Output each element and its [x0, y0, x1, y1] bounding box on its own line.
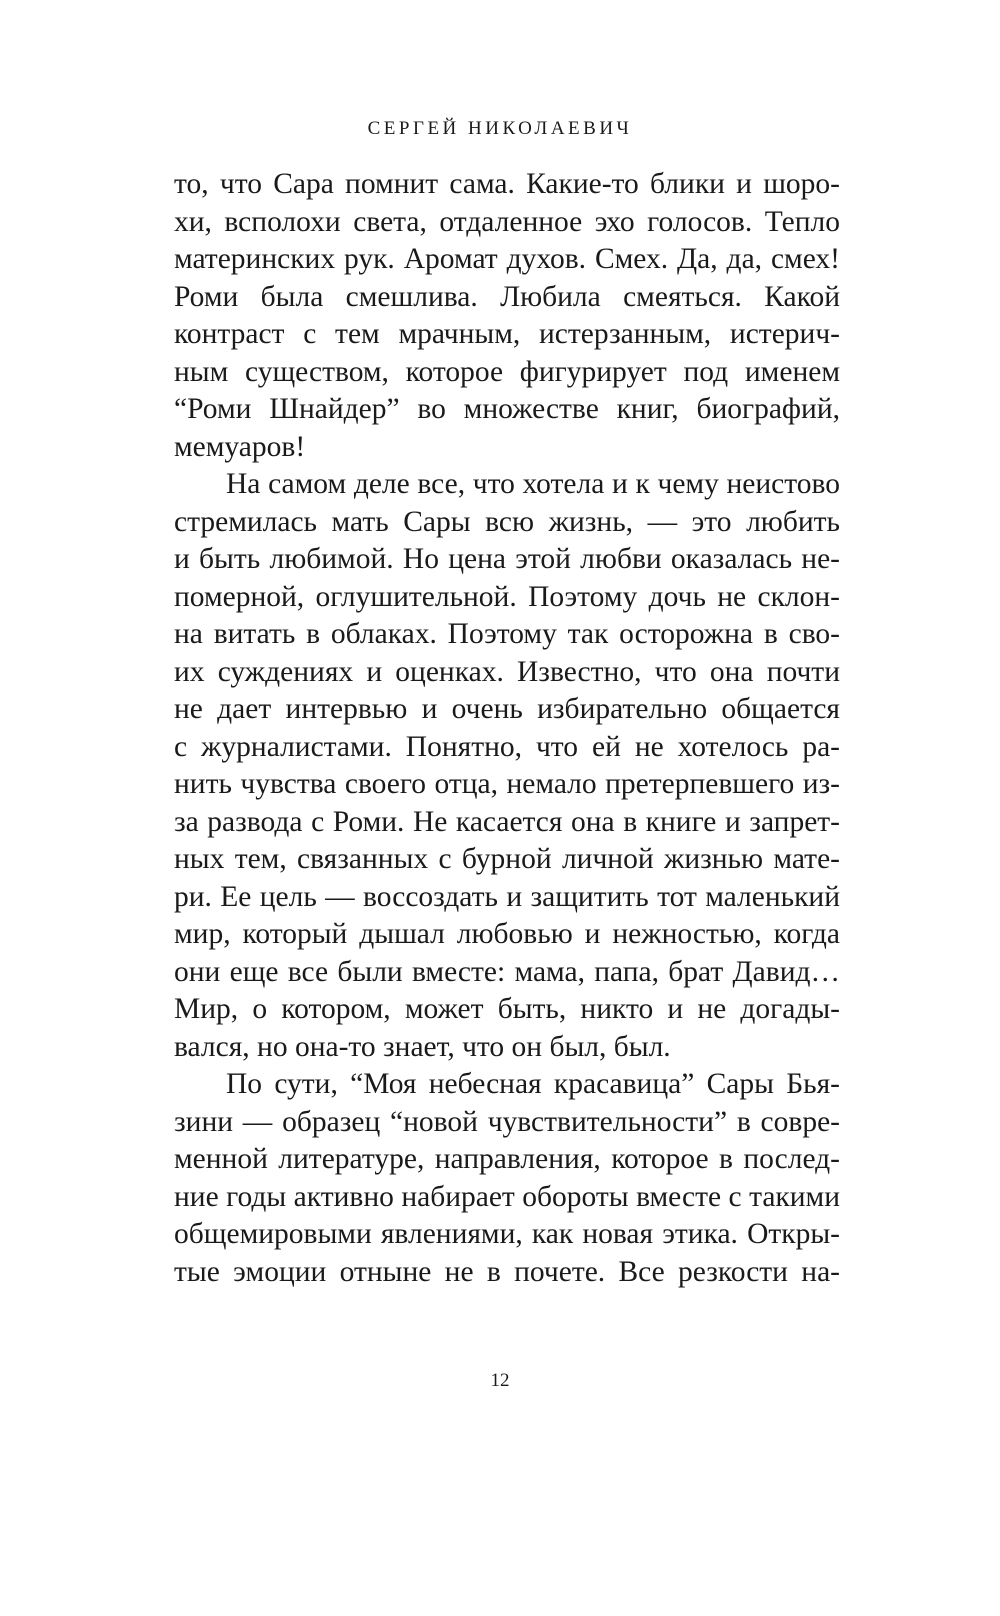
text-line: нить чувства своего отца, немало претерпевшего из- [174, 768, 840, 800]
text-line: ри. Ее цель — воссоздать и защитить тот маленький [174, 880, 840, 913]
text-line: стремилась мать Сары всю жизнь, — это любить [174, 505, 840, 538]
text-line: “Роми Шнайдер” во множестве книг, биографий, [174, 393, 840, 425]
text-line: мемуаров! [174, 430, 306, 463]
text-line: зини — образец “новой чувствительности” в совре- [174, 1105, 840, 1138]
running-head: СЕРГЕЙ НИКОЛАЕВИЧ [367, 118, 633, 139]
text-line: померной, оглушительной. Поэтому дочь не склон- [174, 580, 840, 613]
text-line: тые эмоции отныне не в почете. Все резкости на- [174, 1255, 840, 1288]
text-line: мир, который дышал любовью и нежностью, когда [174, 918, 840, 950]
text-line: с журналистами. Понятно, что ей не хотелось ра- [174, 730, 840, 763]
text-line: и быть любимой. Но цена этой любви оказалась не- [174, 543, 840, 575]
text-line: менной литературе, направления, которое в послед- [174, 1143, 840, 1175]
text-line: По сути, “Моя небесная красавица” Сары Бья- [226, 1068, 840, 1100]
text-line: ных тем, связанных с бурной личной жизнью мате- [174, 843, 840, 875]
body-text [174, 166, 840, 1291]
text-line: на витать в облаках. Поэтому так осторожна в сво- [174, 618, 840, 650]
page-number: 12 [490, 1370, 510, 1391]
text-line: вался, но она-то знает, что он был, был. [174, 1030, 671, 1063]
text-line: ным существом, которое фигурирует под именем [174, 355, 840, 388]
text-line: общемировыми явлениями, как новая этика. Откры- [174, 1218, 840, 1250]
text-line: они еще все были вместе: мама, папа, брат Давид… [174, 955, 840, 988]
text-line: Мир, о котором, может быть, никто и не догады- [174, 993, 840, 1025]
text-line: материнских рук. Аромат духов. Смех. Да, да, смех! [174, 243, 840, 275]
text-line: контраст с тем мрачным, истерзанным, истерич- [174, 318, 840, 350]
text-line: На самом деле все, что хотела и к чему неистово [226, 468, 840, 500]
text-line: хи, всполохи света, отдаленное эхо голосов. Тепло [174, 205, 840, 238]
text-line: не дает интервью и очень избирательно общается [174, 693, 840, 725]
text-line: за развода с Роми. Не касается она в книге и запрет- [174, 805, 840, 838]
text-line: Роми была смешлива. Любила смеяться. Какой [174, 280, 840, 313]
text-line: ние годы активно набирает обороты вместе с такими [174, 1180, 840, 1213]
text-line: то, что Сара помнит сама. Какие-то блики и шоро- [174, 168, 840, 200]
text-line: их суждениях и оценках. Известно, что она почти [174, 655, 840, 688]
